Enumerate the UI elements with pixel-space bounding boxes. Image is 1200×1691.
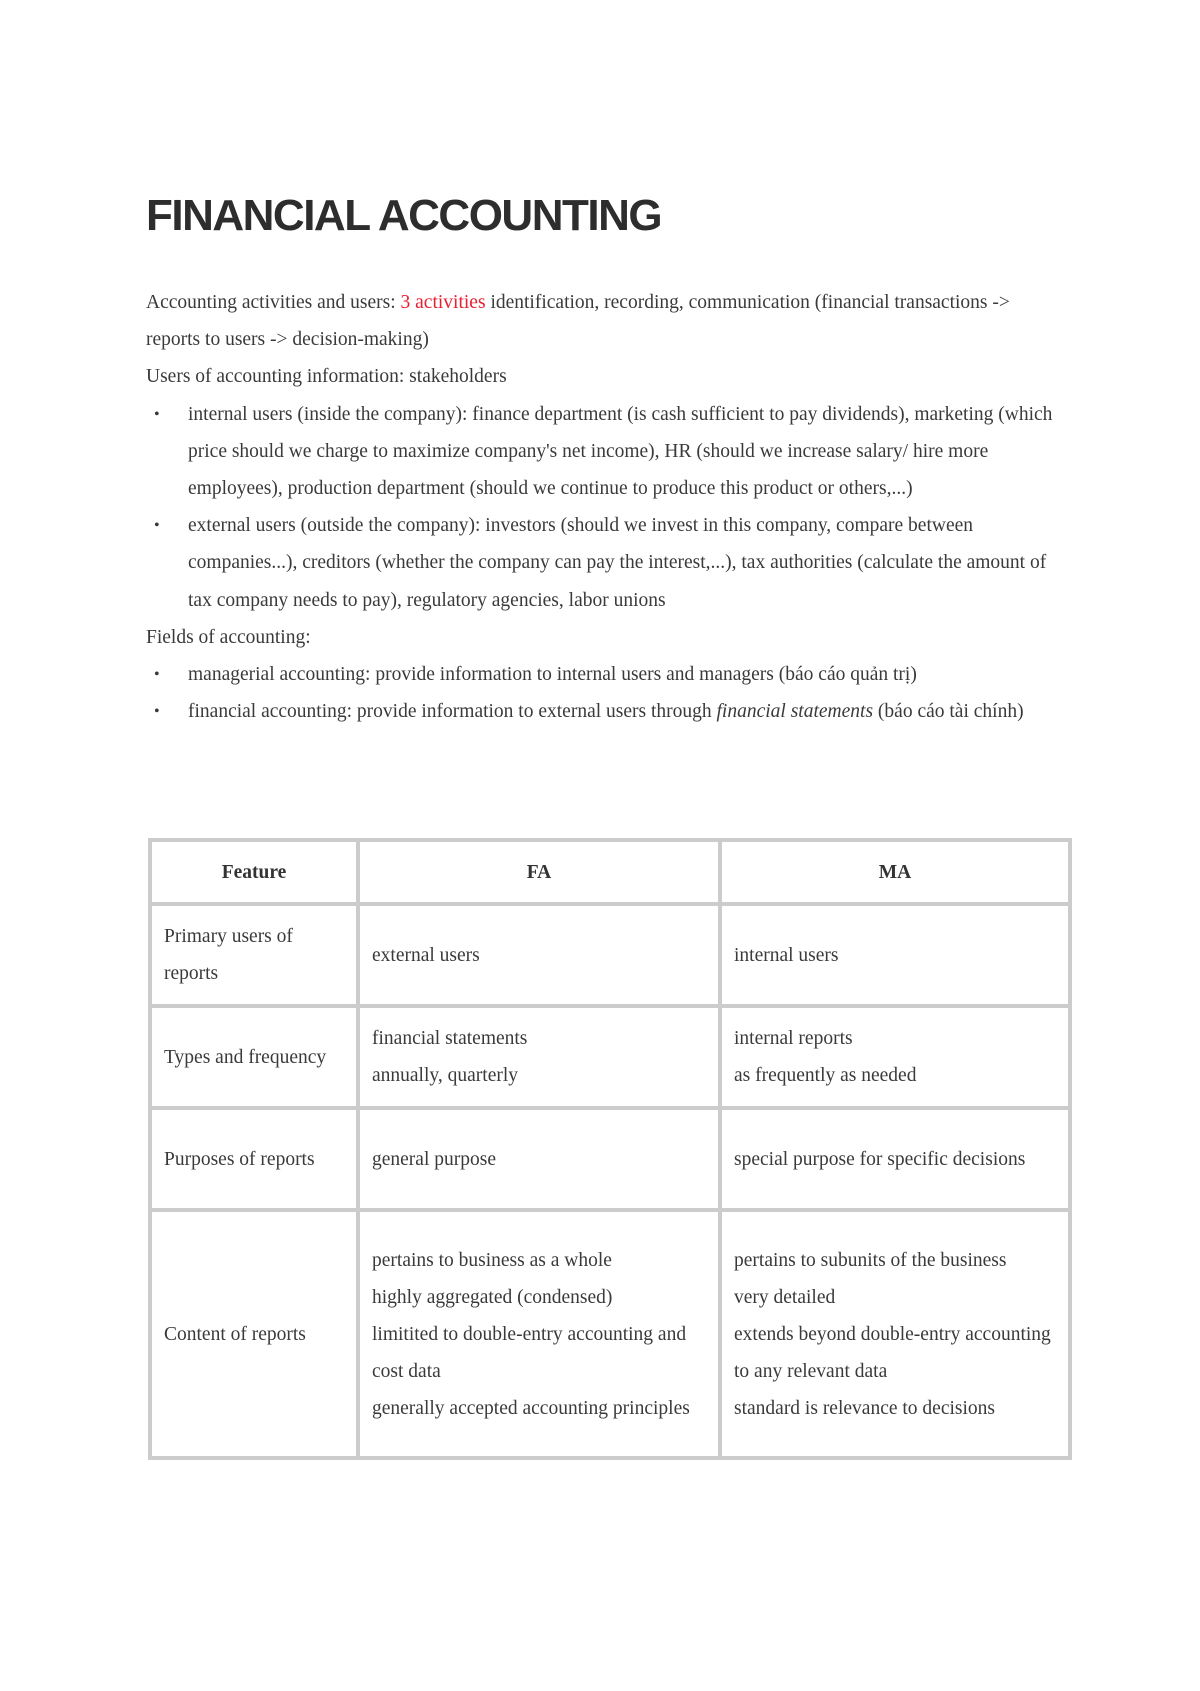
cell-fa	[358, 1210, 720, 1458]
bullet-icon: •	[154, 666, 160, 684]
list-item-italic: financial statements	[716, 701, 874, 723]
cell-line: internal users	[734, 944, 839, 966]
table-row	[150, 1210, 1070, 1458]
intro-highlight: 3 activities	[400, 292, 486, 313]
cell-ma	[720, 904, 1070, 1006]
document-body	[146, 284, 1066, 730]
cell-ma	[720, 1006, 1070, 1108]
cell-line: general purpose	[372, 1148, 496, 1170]
cell-line: annually, quarterly	[372, 1065, 519, 1086]
table-row	[150, 1006, 1070, 1108]
cell-line: external users	[372, 944, 480, 966]
cell-line: highly aggregated (condensed)	[372, 1286, 613, 1308]
list-item-prefix: financial accounting: provide information to external users through	[188, 701, 717, 723]
cell-line: standard is relevance to decisions	[734, 1397, 995, 1419]
table-row	[150, 1108, 1070, 1210]
list-item-text: internal users (inside the company): finance department (is cash sufficient to pay dividends), marketing (which price should we charge to maximize company's net income), HR (should we increase salary/ hire more employees), production department (should we continue to produce this product or others,...)	[188, 403, 1053, 500]
comparison-table	[148, 838, 1072, 1460]
cell-feature: Content of reports	[150, 1210, 358, 1458]
intro-prefix: Accounting activities and users:	[146, 292, 401, 313]
list-item-internal-users	[146, 396, 1066, 508]
cell-line: as frequently as needed	[734, 1065, 917, 1086]
cell-line: special purpose for specific decisions	[734, 1148, 1026, 1170]
cell-ma	[720, 1108, 1070, 1210]
list-item-text: managerial accounting: provide information to internal users and managers (báo cáo quản trị)	[188, 664, 917, 686]
list-item-suffix: (báo cáo tài chính)	[873, 701, 1024, 723]
cell-line: very detailed	[734, 1286, 836, 1308]
table-header-row	[150, 840, 1070, 904]
header-ma: MA	[720, 840, 1070, 904]
bullet-icon: •	[154, 405, 160, 423]
bullet-icon: •	[154, 517, 160, 535]
cell-fa	[358, 1108, 720, 1210]
list-item-financial-accounting	[146, 693, 1066, 730]
cell-feature: Primary users of reports	[150, 904, 358, 1006]
users-heading: Users of accounting information: stakeholders	[146, 366, 507, 388]
cell-fa	[358, 904, 720, 1006]
intro-paragraph	[146, 284, 1066, 358]
cell-feature: Purposes of reports	[150, 1108, 358, 1210]
cell-feature: Types and frequency	[150, 1006, 358, 1108]
fields-heading: Fields of accounting:	[146, 626, 311, 648]
list-item-managerial-accounting	[146, 656, 1066, 693]
cell-ma	[720, 1210, 1070, 1458]
table-row	[150, 904, 1070, 1006]
comparison-table-wrapper	[148, 838, 1072, 1460]
cell-line: internal reports	[734, 1028, 853, 1049]
fields-list	[146, 656, 1066, 730]
cell-line: pertains to subunits of the business	[734, 1249, 1007, 1271]
cell-line: extends beyond double-entry accounting to any relevant data	[734, 1323, 1051, 1382]
bullet-icon: •	[154, 703, 160, 721]
cell-line: pertains to business as a whole	[372, 1249, 612, 1271]
cell-fa	[358, 1006, 720, 1108]
cell-line: generally accepted accounting principles	[372, 1397, 690, 1419]
cell-line: limitited to double-entry accounting and cost data	[372, 1323, 687, 1382]
users-list	[146, 396, 1066, 619]
list-item-text: external users (outside the company): investors (should we invest in this company, compare between companies...), creditors (whether the company can pay the interest,...), tax authorities (calculate the amount of tax company needs to pay), regulatory agencies, labor unions	[188, 515, 1047, 611]
cell-line: financial statements	[372, 1028, 528, 1049]
list-item-external-users	[146, 507, 1066, 619]
header-fa: FA	[358, 840, 720, 904]
header-feature: Feature	[150, 840, 358, 904]
page-title: FINANCIAL ACCOUNTING	[146, 191, 662, 240]
intro-suffix: identification, recording, communication (financial transactions -> reports to users -> decision-making)	[146, 292, 1010, 351]
